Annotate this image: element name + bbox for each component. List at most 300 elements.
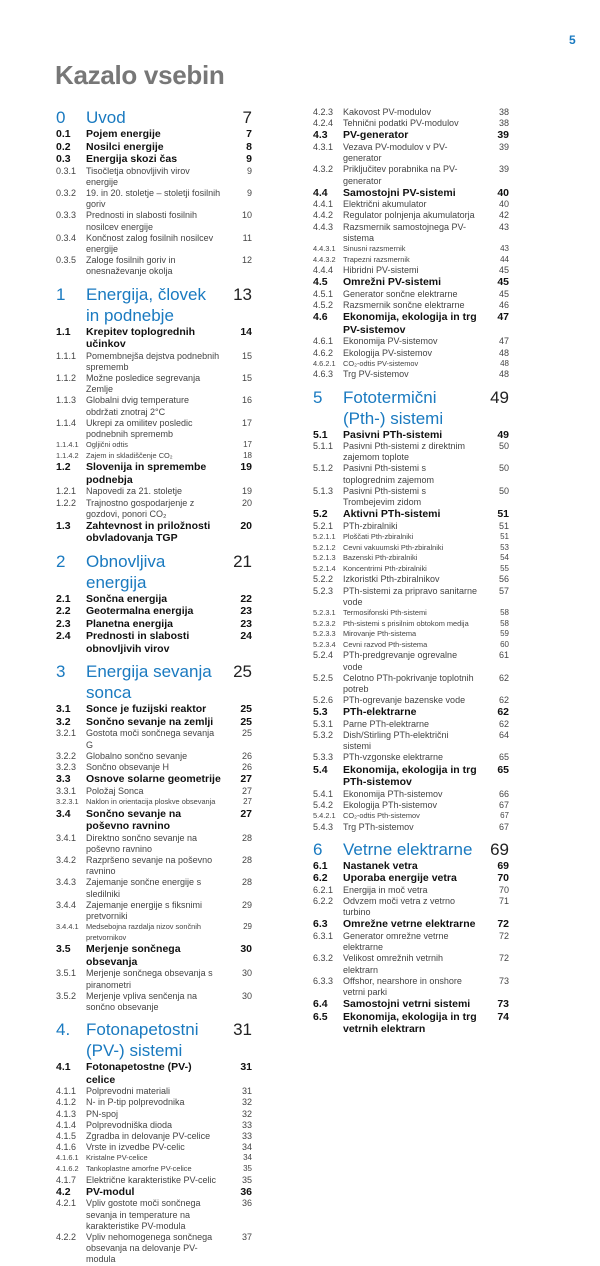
toc-entry-page: 67 xyxy=(498,799,509,810)
toc-entry-page: 35 xyxy=(243,1164,252,1173)
page-number: 5 xyxy=(569,33,576,47)
toc-entry-page: 37 xyxy=(241,1231,252,1242)
toc-entry-page: 73 xyxy=(498,975,509,986)
toc-entry-page: 58 xyxy=(500,607,509,617)
toc-entry-sub[interactable] xyxy=(56,498,252,520)
toc-entry-label: Možne posledice segrevanja Zemlje xyxy=(86,372,201,395)
toc-entry-label: Cevni razvod Pth-sistema xyxy=(343,639,428,649)
toc-entry-number: 4.6.1 xyxy=(313,336,334,347)
toc-entry-number: 2.4 xyxy=(56,630,71,643)
toc-entry-sub[interactable] xyxy=(56,1086,252,1097)
toc-entry-label: Sonce je fuzijski reaktor xyxy=(86,703,207,716)
toc-entry-section[interactable] xyxy=(313,1011,509,1036)
toc-entry-sub[interactable] xyxy=(56,1097,252,1108)
toc-entry-page: 42 xyxy=(498,210,509,221)
toc-entry-section[interactable] xyxy=(56,461,252,486)
toc-entry-label: Mirovanje Pth-sistema xyxy=(343,629,417,639)
toc-entry-label: Ogljični odtis xyxy=(86,440,128,450)
toc-entry-sub[interactable] xyxy=(56,833,252,855)
toc-entry-label: Izkoristki Pth-zbiralnikov xyxy=(343,574,440,585)
toc-entry-page: 27 xyxy=(243,796,252,806)
toc-entry-page: 21 xyxy=(233,551,252,571)
toc-entry-label: PTh-zbiralniki xyxy=(343,520,398,531)
toc-entry-page: 16 xyxy=(241,395,252,406)
toc-entry-page: 36 xyxy=(241,1198,252,1209)
toc-entry-sub[interactable] xyxy=(56,991,252,1013)
toc-entry-sub[interactable] xyxy=(313,441,509,463)
toc-entry-sub[interactable] xyxy=(313,673,509,695)
toc-entry-subsub[interactable] xyxy=(56,1164,252,1175)
toc-entry-number: 3.3.1 xyxy=(56,785,77,796)
toc-entry-subsub[interactable] xyxy=(56,797,252,808)
toc-entry-page: 51 xyxy=(498,520,509,531)
toc-entry-number: 3.2 xyxy=(56,715,71,728)
toc-entry-number: 5.1.3 xyxy=(313,485,334,496)
toc-entry-number: 5.4 xyxy=(313,763,328,776)
toc-entry-sub[interactable] xyxy=(313,118,509,129)
toc-entry-label: Tisočletja obnovljivih virov energije xyxy=(86,165,190,187)
toc-entry-page: 60 xyxy=(500,639,509,649)
toc-entry-section[interactable] xyxy=(313,872,509,885)
toc-entry-sub[interactable] xyxy=(313,800,509,811)
toc-entry-sub[interactable] xyxy=(313,289,509,300)
toc-entry-number: 4.1 xyxy=(56,1061,71,1074)
toc-entry-chapter[interactable] xyxy=(56,551,252,593)
toc-entry-sub[interactable] xyxy=(313,931,509,953)
toc-entry-subsub[interactable] xyxy=(313,629,509,640)
toc-entry-sub[interactable] xyxy=(56,900,252,922)
toc-entry-sub[interactable] xyxy=(56,255,252,277)
toc-entry-chapter[interactable] xyxy=(56,107,252,128)
toc-entry-number: 1.2 xyxy=(56,461,71,474)
toc-entry-subsub[interactable] xyxy=(56,451,252,462)
toc-entry-section[interactable] xyxy=(313,860,509,873)
toc-entry-sub[interactable] xyxy=(56,1198,252,1232)
toc-entry-number: 5.3.2 xyxy=(313,730,334,741)
toc-entry-page: 9 xyxy=(246,165,252,176)
toc-entry-label: Omrežni PV-sistemi xyxy=(343,276,442,289)
toc-entry-chapter[interactable] xyxy=(313,839,509,860)
toc-entry-page: 28 xyxy=(241,832,252,843)
toc-entry-page: 30 xyxy=(240,943,252,956)
toc-entry-page: 23 xyxy=(240,617,252,630)
toc-entry-label: Zaloge fosilnih goriv in onesnaževanje okolja xyxy=(86,255,176,277)
toc-entry-label: Ekologija PTh-sistemov xyxy=(343,799,438,810)
toc-entry-sub[interactable] xyxy=(313,730,509,752)
toc-entry-number: 4.5 xyxy=(313,276,328,289)
toc-entry-sub[interactable] xyxy=(313,300,509,311)
toc-entry-label: Prednosti in slabosti fosilnih nosilcev energije xyxy=(86,210,198,232)
toc-entry-sub[interactable] xyxy=(313,650,509,672)
toc-entry-label: Energija sevanja sonca xyxy=(86,662,212,703)
toc-entry-label: Zahtevnost in priložnosti obvladovanja TGP xyxy=(86,519,211,545)
toc-entry-label: Tehnični podatki PV-modulov xyxy=(343,118,459,129)
toc-entry-section[interactable] xyxy=(56,808,252,833)
toc-entry-page: 38 xyxy=(498,107,509,117)
toc-entry-number: 4.4.3.2 xyxy=(313,254,336,264)
toc-entry-page: 31 xyxy=(241,1086,252,1097)
toc-entry-label: PV-modul xyxy=(86,1185,135,1198)
toc-entry-number: 0.1 xyxy=(56,128,71,140)
toc-entry-number: 5.2.2 xyxy=(313,574,334,585)
toc-entry-sub[interactable] xyxy=(313,164,509,186)
toc-entry-label: Polprevodni materiali xyxy=(86,1086,171,1097)
toc-entry-subsub[interactable] xyxy=(313,244,509,255)
toc-entry-number: 4.2.2 xyxy=(56,1231,77,1242)
toc-entry-sub[interactable] xyxy=(56,762,252,773)
toc-entry-label: Odvzem moči vetra z vetrno turbino xyxy=(343,896,456,918)
toc-entry-chapter[interactable] xyxy=(56,284,252,326)
toc-entry-sub[interactable] xyxy=(313,336,509,347)
toc-entry-label: Generator omrežne vetrne elektrarne xyxy=(343,930,449,953)
toc-entry-number: 0.3.2 xyxy=(56,187,77,198)
toc-entry-sub[interactable] xyxy=(313,265,509,276)
toc-entry-subsub[interactable] xyxy=(313,553,509,564)
toc-entry-label: Ekologija PV-sistemov xyxy=(343,347,433,358)
toc-entry-number: 3.5 xyxy=(56,943,71,956)
toc-entry-number: 6.2 xyxy=(313,872,328,885)
toc-entry-page: 29 xyxy=(241,899,252,910)
toc-entry-label: 19. in 20. stoletje – stoletji fosilnih goriv xyxy=(86,187,221,210)
toc-entry-label: Pasivni PTh-sistemi xyxy=(343,428,443,441)
toc-entry-page: 11 xyxy=(242,232,252,243)
toc-entry-number: 5.2.3.4 xyxy=(313,639,336,649)
toc-entry-number: 6.3.1 xyxy=(313,930,334,941)
toc-entry-sub[interactable] xyxy=(313,695,509,706)
toc-entry-number: 4.3.1 xyxy=(313,141,334,152)
toc-entry-page: 19 xyxy=(241,486,252,497)
toc-entry-label: PTh-ogrevanje bazenske vode xyxy=(343,695,466,706)
toc-entry-sub[interactable] xyxy=(56,1131,252,1142)
toc-entry-sub[interactable] xyxy=(56,486,252,497)
toc-entry-label: Samostojni PV-sistemi xyxy=(343,186,456,199)
toc-entry-number: 5.2.3 xyxy=(313,585,334,596)
toc-entry-sub[interactable] xyxy=(56,1232,252,1266)
toc-entry-page: 46 xyxy=(498,300,509,311)
toc-entry-number: 1.1.1 xyxy=(56,350,77,361)
toc-entry-sub[interactable] xyxy=(313,822,509,833)
toc-entry-section[interactable] xyxy=(313,918,509,931)
toc-entry-section[interactable] xyxy=(56,1061,252,1086)
toc-entry-number: 3 xyxy=(56,662,66,682)
toc-entry-sub[interactable] xyxy=(56,751,252,762)
toc-entry-sub[interactable] xyxy=(313,222,509,244)
toc-entry-page: 45 xyxy=(497,276,509,289)
toc-entry-label: Aktivni PTh-sistemi xyxy=(343,508,441,521)
toc-entry-label: Trg PTh-sistemov xyxy=(343,821,414,832)
toc-entry-label: Naklon in orientacija ploskve obsevanja xyxy=(86,796,216,806)
toc-entry-subsub[interactable] xyxy=(56,440,252,451)
toc-entry-label: Električni akumulator xyxy=(343,199,427,210)
toc-entry-label: Direktno sončno sevanje na poševno ravnino xyxy=(86,832,198,854)
toc-entry-sub[interactable] xyxy=(313,199,509,210)
toc-entry-subsub[interactable] xyxy=(313,532,509,543)
toc-entry-sub[interactable] xyxy=(313,586,509,608)
toc-entry-number: 5.2.5 xyxy=(313,672,334,683)
toc-entry-sub[interactable] xyxy=(313,463,509,485)
toc-entry-page: 31 xyxy=(233,1020,252,1040)
toc-entry-sub[interactable] xyxy=(313,885,509,896)
toc-entry-number: 2.1 xyxy=(56,592,71,605)
toc-entry-section[interactable] xyxy=(56,128,252,141)
toc-entry-label: Krepitev toplogrednih učinkov xyxy=(86,325,196,351)
toc-entry-page: 47 xyxy=(498,336,509,347)
toc-entry-subsub[interactable] xyxy=(313,255,509,266)
toc-entry-number: 5.1.1 xyxy=(313,441,334,452)
toc-entry-section[interactable] xyxy=(313,429,509,442)
toc-entry-page: 34 xyxy=(241,1142,252,1153)
toc-entry-sub[interactable] xyxy=(56,786,252,797)
toc-entry-sub[interactable] xyxy=(56,968,252,990)
toc-entry-section[interactable] xyxy=(313,187,509,200)
toc-entry-section[interactable] xyxy=(56,593,252,606)
toc-entry-label: Fotonapetostne (PV-) celice xyxy=(86,1061,192,1086)
toc-entry-sub[interactable] xyxy=(56,166,252,188)
toc-entry-sub[interactable] xyxy=(56,418,252,440)
toc-entry-sub[interactable] xyxy=(313,521,509,532)
toc-entry-page: 43 xyxy=(500,244,509,254)
toc-entry-page: 67 xyxy=(500,811,509,821)
toc-entry-number: 4.6.3 xyxy=(313,369,334,380)
toc-entry-subsub[interactable] xyxy=(313,564,509,575)
toc-entry-number: 4.1.5 xyxy=(56,1131,77,1141)
toc-entry-label: CO₂-odtis PV-sistemov xyxy=(343,358,419,368)
toc-entry-label: PN-spoj xyxy=(86,1108,119,1119)
toc-entry-sub[interactable] xyxy=(313,210,509,221)
toc-entry-number: 4.6 xyxy=(313,311,328,324)
toc-entry-page: 25 xyxy=(240,715,252,728)
toc-entry-section[interactable] xyxy=(56,943,252,968)
toc-entry-sub[interactable] xyxy=(313,752,509,763)
toc-entry-label: Vrste in izvedbe PV-celic xyxy=(86,1142,185,1153)
toc-entry-label: Geotermalna energija xyxy=(86,605,194,618)
toc-entry-label: N- in P-tip polprevodnika xyxy=(86,1097,185,1108)
toc-entry-sub[interactable] xyxy=(313,789,509,800)
toc-entry-page: 27 xyxy=(240,773,252,786)
toc-entry-label: Uporaba energije vetra xyxy=(343,872,457,885)
toc-entry-page: 54 xyxy=(500,553,509,563)
toc-entry-page: 73 xyxy=(497,998,509,1011)
toc-entry-label: Slovenija in spremembe podnebja xyxy=(86,461,207,486)
toc-entry-sub[interactable] xyxy=(313,486,509,508)
toc-entry-number: 6.2.1 xyxy=(313,884,334,895)
toc-entry-number: 4.3 xyxy=(313,129,328,142)
toc-entry-number: 4.1.7 xyxy=(56,1174,77,1185)
toc-entry-subsub[interactable] xyxy=(313,811,509,822)
toc-entry-chapter[interactable] xyxy=(313,387,509,429)
toc-entry-sub[interactable] xyxy=(313,953,509,975)
toc-entry-sub[interactable] xyxy=(313,369,509,380)
toc-entry-number: 5.2.1.1 xyxy=(313,531,336,541)
toc-entry-sub[interactable] xyxy=(56,1175,252,1186)
toc-entry-number: 6.2.2 xyxy=(313,896,334,907)
toc-entry-label: Koncentrirni Pth-zbiralniki xyxy=(343,563,427,573)
toc-entry-label: Energija, človek in podnebje xyxy=(86,284,207,325)
toc-entry-label: Generator sončne elektrarne xyxy=(343,288,458,299)
toc-entry-page: 66 xyxy=(498,788,509,799)
toc-entry-page: 45 xyxy=(498,288,509,299)
toc-entry-number: 4.4 xyxy=(313,186,328,199)
toc-entry-section[interactable] xyxy=(56,153,252,166)
toc-entry-section[interactable] xyxy=(56,141,252,154)
toc-entry-number: 3.4.1 xyxy=(56,832,77,843)
toc-entry-section[interactable] xyxy=(56,716,252,729)
toc-entry-label: Razsmernik samostojnega PV-sistema xyxy=(343,221,467,243)
toc-entry-label: Globalno sončno sevanje xyxy=(86,750,188,761)
toc-entry-label: Sončno sevanje na zemlji xyxy=(86,715,214,728)
toc-entry-page: 65 xyxy=(498,752,509,763)
toc-entry-page: 7 xyxy=(242,108,252,127)
toc-entry-sub[interactable] xyxy=(313,976,509,998)
toc-entry-subsub[interactable] xyxy=(313,640,509,651)
toc-entry-chapter[interactable] xyxy=(56,661,252,703)
toc-entry-label: CO₂-odtis Pth-sistemov xyxy=(343,811,420,821)
toc-entry-section[interactable] xyxy=(56,1186,252,1199)
toc-entry-label: Ekonomija, ekologija in trg PTh-sistemov xyxy=(343,763,477,789)
toc-entry-label: Napovedi za 21. stoletje xyxy=(86,486,183,497)
toc-entry-label: Razsmernik sončne elektrarne xyxy=(343,300,465,311)
toc-entry-sub[interactable] xyxy=(56,351,252,373)
toc-entry-sub[interactable] xyxy=(56,877,252,899)
toc-entry-page: 13 xyxy=(233,284,252,304)
toc-entry-subsub[interactable] xyxy=(56,922,252,943)
toc-entry-page: 33 xyxy=(241,1131,252,1141)
toc-entry-label: Vpliv nehomogenega sončnega obsevanja na delovanje PV-modula xyxy=(86,1231,213,1265)
toc-entry-number: 6.3 xyxy=(313,918,328,931)
toc-entry-label: Trg PV-sistemov xyxy=(343,369,409,380)
toc-entry-sub[interactable] xyxy=(56,233,252,255)
toc-entry-label: Pth-sistemi s prisilnim obtokom medija xyxy=(343,618,469,628)
toc-entry-section[interactable] xyxy=(313,276,509,289)
toc-entry-page: 69 xyxy=(497,859,509,872)
toc-entry-label: Nosilci energije xyxy=(86,140,164,153)
toc-entry-number: 4.1.6.1 xyxy=(56,1153,79,1163)
toc-entry-label: Končnost zalog fosilnih nosilcev energije xyxy=(86,232,214,254)
toc-entry-page: 39 xyxy=(498,141,509,152)
toc-entry-number: 4.4.1 xyxy=(313,199,334,210)
toc-entry-sub[interactable] xyxy=(56,728,252,750)
toc-entry-chapter[interactable] xyxy=(56,1019,252,1061)
toc-entry-subsub[interactable] xyxy=(313,359,509,370)
toc-entry-page: 72 xyxy=(497,918,509,931)
toc-entry-number: 3.3 xyxy=(56,773,71,786)
toc-entry-sub[interactable] xyxy=(56,395,252,417)
toc-entry-section[interactable] xyxy=(56,618,252,631)
toc-entry-page: 40 xyxy=(497,186,509,199)
toc-entry-number: 6.5 xyxy=(313,1010,328,1023)
toc-entry-page: 61 xyxy=(498,650,509,661)
toc-entry-number: 0.3.3 xyxy=(56,210,77,221)
toc-entry-page: 58 xyxy=(500,618,509,628)
toc-entry-label: Zgradba in delovanje PV-celice xyxy=(86,1131,211,1141)
toc-entry-section[interactable] xyxy=(56,703,252,716)
toc-entry-label: Električne karakteristike PV-celic xyxy=(86,1174,217,1185)
toc-entry-number: 5.2.3.2 xyxy=(313,618,336,628)
toc-entry-section[interactable] xyxy=(313,311,509,336)
toc-entry-number: 0 xyxy=(56,108,66,127)
toc-entry-page: 29 xyxy=(243,922,252,932)
toc-entry-subsub[interactable] xyxy=(313,619,509,630)
toc-entry-sub[interactable] xyxy=(56,1109,252,1120)
toc-entry-label: Pasivni Pth-sistemi s toplogrednim zajemom xyxy=(343,463,435,485)
toc-entry-number: 3.2.1 xyxy=(56,728,77,739)
toc-entry-page: 27 xyxy=(241,785,252,796)
toc-entry-label: PV-generator xyxy=(343,129,409,142)
toc-entry-sub[interactable] xyxy=(56,855,252,877)
toc-entry-page: 49 xyxy=(497,428,509,441)
toc-entry-sub[interactable] xyxy=(313,719,509,730)
toc-entry-label: Ekonomija, ekologija in trg vetrnih elektrarn xyxy=(343,1010,477,1036)
toc-entry-sub[interactable] xyxy=(313,574,509,585)
toc-entry-number: 5.4.2.1 xyxy=(313,811,336,821)
toc-entry-section[interactable] xyxy=(313,129,509,142)
toc-entry-label: Fototermični (Pth-) sistemi xyxy=(343,387,444,428)
toc-entry-page: 71 xyxy=(498,896,509,907)
toc-entry-subsub[interactable] xyxy=(313,543,509,554)
toc-entry-sub[interactable] xyxy=(313,896,509,918)
toc-entry-page: 40 xyxy=(498,199,509,210)
toc-entry-number: 4.2 xyxy=(56,1185,71,1198)
toc-entry-page: 51 xyxy=(497,508,509,521)
toc-entry-label: Kristalne PV-celice xyxy=(86,1153,148,1163)
toc-entry-subsub[interactable] xyxy=(56,1153,252,1164)
toc-entry-label: Ekonomija PTh-sistemov xyxy=(343,788,443,799)
toc-entry-number: 1 xyxy=(56,284,66,304)
toc-entry-label: Zajemanje energije s fiksnimi pretvorniki xyxy=(86,899,203,921)
toc-entry-label: Zajemanje sončne energije s sledilniki xyxy=(86,877,202,899)
toc-entry-number: 2.2 xyxy=(56,605,71,618)
toc-entry-section[interactable] xyxy=(313,764,509,789)
toc-entry-sub[interactable] xyxy=(56,1142,252,1153)
toc-entry-number: 6.1 xyxy=(313,859,328,872)
toc-entry-section[interactable] xyxy=(313,508,509,521)
toc-entry-section[interactable] xyxy=(56,520,252,545)
toc-entry-number: 6.3.2 xyxy=(313,953,334,964)
toc-entry-sub[interactable] xyxy=(56,188,252,210)
toc-entry-page: 48 xyxy=(500,358,509,368)
toc-entry-sub[interactable] xyxy=(56,210,252,232)
toc-entry-section[interactable] xyxy=(313,706,509,719)
toc-entry-label: Fotonapetostni (PV-) sistemi xyxy=(86,1020,199,1061)
toc-entry-page: 67 xyxy=(498,821,509,832)
toc-entry-label: Energija skozi čas xyxy=(86,153,178,165)
toc-entry-label: Velikost omrežnih vetrnih elektrarn xyxy=(343,953,444,975)
toc-entry-sub[interactable] xyxy=(56,373,252,395)
toc-entry-section[interactable] xyxy=(56,773,252,786)
toc-entry-sub[interactable] xyxy=(313,348,509,359)
toc-entry-page: 25 xyxy=(233,662,252,682)
toc-entry-page: 50 xyxy=(498,485,509,496)
toc-entry-number: 4.1.1 xyxy=(56,1086,77,1097)
toc-entry-section[interactable] xyxy=(56,605,252,618)
toc-entry-page: 69 xyxy=(490,839,509,859)
toc-right-column xyxy=(313,107,509,1036)
toc-entry-section[interactable] xyxy=(56,326,252,351)
toc-entry-subsub[interactable] xyxy=(313,608,509,619)
toc-entry-sub[interactable] xyxy=(313,142,509,164)
toc-entry-number: 3.2.2 xyxy=(56,750,77,761)
toc-entry-number: 5.2.4 xyxy=(313,650,334,661)
toc-entry-page: 36 xyxy=(240,1185,252,1198)
toc-entry-sub[interactable] xyxy=(56,1120,252,1131)
toc-entry-label: Pasivni Pth-sistemi z direktnim zajemom toplote xyxy=(343,441,466,463)
toc-entry-number: 5.3.1 xyxy=(313,718,334,729)
toc-entry-label: Trajnostno gospodarjenje z gozdovi, ponori CO₂ xyxy=(86,497,195,519)
toc-entry-label: Sončna energija xyxy=(86,592,168,605)
toc-entry-section[interactable] xyxy=(313,998,509,1011)
toc-entry-sub[interactable] xyxy=(313,107,509,118)
toc-entry-section[interactable] xyxy=(56,630,252,655)
